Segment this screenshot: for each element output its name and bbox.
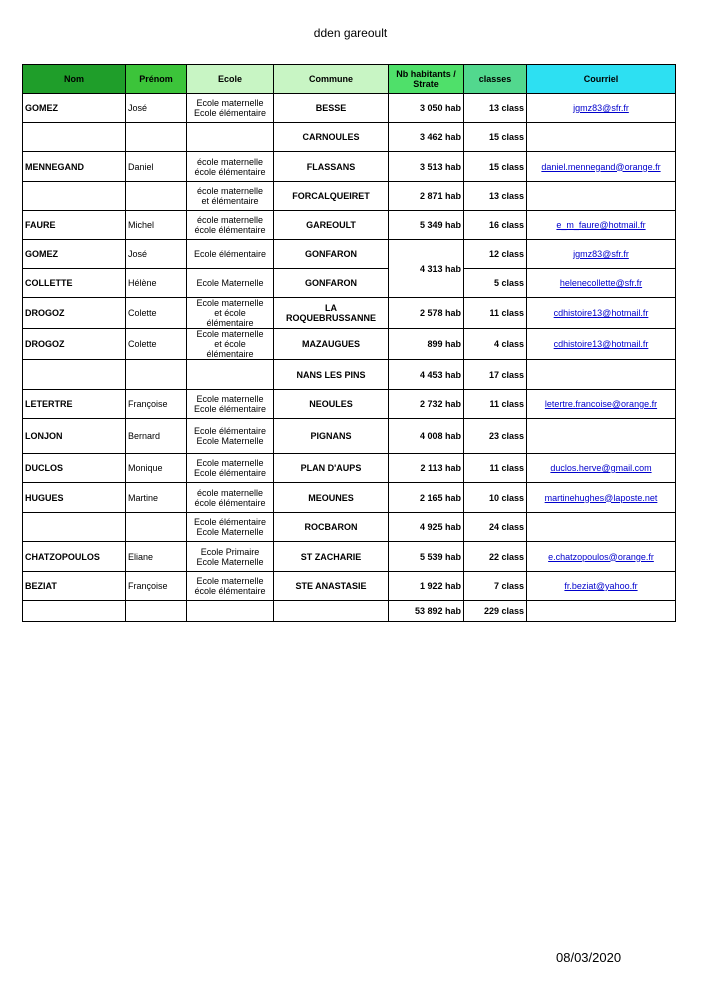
- total-nb-habitants: 53 892 hab: [389, 601, 464, 622]
- nom-cell: [23, 123, 126, 152]
- email-link[interactable]: e.chatzopoulos@orange.fr: [548, 551, 654, 562]
- totals-row: [23, 601, 676, 622]
- nom-cell: MENNEGAND: [23, 152, 126, 182]
- header-classes: classes: [464, 65, 527, 94]
- prenom-cell: Martine: [126, 483, 187, 513]
- commune-cell: CARNOULES: [274, 123, 389, 152]
- header-nom: Nom: [23, 65, 126, 94]
- prenom-cell: Colette: [126, 329, 187, 360]
- nb-habitants-cell: 3 462 hab: [389, 123, 464, 152]
- commune-cell: GONFARON: [274, 269, 389, 298]
- courriel-cell: [527, 572, 676, 601]
- table-row: [23, 542, 676, 572]
- ecole-cell: Ecole élémentaire: [187, 240, 274, 269]
- table-row: [23, 269, 676, 298]
- email-link[interactable]: e_m_faure@hotmail.fr: [556, 220, 646, 230]
- email-link[interactable]: fr.beziat@yahoo.fr: [564, 581, 638, 591]
- commune-cell: MAZAUGUES: [274, 329, 389, 360]
- nom-cell: [23, 513, 126, 542]
- prenom-cell: [126, 182, 187, 211]
- nb-habitants-cell: 3 050 hab: [389, 94, 464, 123]
- empty-cell: [126, 601, 187, 622]
- ecole-cell: école maternelle école élémentaire: [187, 211, 274, 240]
- nom-cell: LETERTRE: [23, 390, 126, 419]
- classes-cell: 11 class: [464, 298, 527, 329]
- prenom-cell: Colette: [126, 298, 187, 329]
- nb-habitants-cell: 4 008 hab: [389, 419, 464, 454]
- empty-cell: [187, 601, 274, 622]
- commune-cell: GONFARON: [274, 240, 389, 269]
- classes-cell: 15 class: [464, 152, 527, 182]
- nom-cell: DROGOZ: [23, 329, 126, 360]
- ecole-cell: école maternelle et élémentaire: [187, 182, 274, 211]
- classes-cell: 12 class: [464, 240, 527, 269]
- email-link[interactable]: cdhistoire13@hotmail.fr: [553, 339, 649, 349]
- header-commune: Commune: [274, 65, 389, 94]
- courriel-cell: [527, 211, 676, 240]
- nb-habitants-cell: 2 165 hab: [389, 483, 464, 513]
- prenom-cell: Bernard: [126, 419, 187, 454]
- nom-cell: [23, 360, 126, 390]
- commune-cell: PLAN D'AUPS: [274, 454, 389, 483]
- courriel-cell: [527, 454, 676, 483]
- prenom-cell: Françoise: [126, 572, 187, 601]
- nom-cell: BEZIAT: [23, 572, 126, 601]
- classes-cell: 13 class: [464, 182, 527, 211]
- classes-cell: 11 class: [464, 390, 527, 419]
- classes-cell: 17 class: [464, 360, 527, 390]
- table-row: [23, 390, 676, 419]
- ecole-cell: Ecole maternelle et école élémentaire: [187, 298, 274, 329]
- courriel-cell: [527, 360, 676, 390]
- email-link[interactable]: martinehughes@laposte.net: [544, 492, 658, 503]
- table-row: [23, 329, 676, 360]
- nb-habitants-cell: 4 453 hab: [389, 360, 464, 390]
- dden-table: [22, 64, 676, 622]
- prenom-cell: [126, 513, 187, 542]
- courriel-cell: [527, 483, 676, 513]
- ecole-cell: [187, 360, 274, 390]
- prenom-cell: [126, 123, 187, 152]
- nom-cell: COLLETTE: [23, 269, 126, 298]
- ecole-cell: Ecole élémentaire Ecole Maternelle: [187, 513, 274, 542]
- table-row: [23, 572, 676, 601]
- prenom-cell: Monique: [126, 454, 187, 483]
- header-prenom: Prénom: [126, 65, 187, 94]
- ecole-cell: école maternelle école élémentaire: [187, 483, 274, 513]
- nom-cell: FAURE: [23, 211, 126, 240]
- email-link[interactable]: duclos.herve@gmail.com: [550, 463, 652, 473]
- classes-cell: 22 class: [464, 542, 527, 572]
- commune-cell: PIGNANS: [274, 419, 389, 454]
- header-row: [23, 65, 676, 94]
- courriel-cell: [527, 123, 676, 152]
- table-row: [23, 211, 676, 240]
- table-row: [23, 360, 676, 390]
- prenom-cell: José: [126, 94, 187, 123]
- table-row: [23, 94, 676, 123]
- prenom-cell: Hélène: [126, 269, 187, 298]
- nom-cell: LONJON: [23, 419, 126, 454]
- empty-cell: [23, 601, 126, 622]
- email-link[interactable]: jgmz83@sfr.fr: [573, 103, 629, 113]
- ecole-cell: école maternelle école élémentaire: [187, 152, 274, 182]
- header-nb-habitants: Nb habitants / Strate: [389, 65, 464, 94]
- table-row: [23, 123, 676, 152]
- email-link[interactable]: helenecollette@sfr.fr: [559, 278, 643, 288]
- commune-cell: LA ROQUEBRUSSANNE: [274, 298, 389, 329]
- nb-habitants-cell: 1 922 hab: [389, 572, 464, 601]
- ecole-cell: Ecole Primaire Ecole Maternelle: [187, 542, 274, 572]
- nom-cell: GOMEZ: [23, 94, 126, 123]
- nom-cell: DROGOZ: [23, 298, 126, 329]
- page-title: dden gareoult: [313, 26, 388, 40]
- ecole-cell: Ecole Maternelle: [187, 269, 274, 298]
- classes-cell: 15 class: [464, 123, 527, 152]
- nb-habitants-cell: 2 578 hab: [389, 298, 464, 329]
- nom-cell: HUGUES: [23, 483, 126, 513]
- nb-habitants-cell: 2 732 hab: [389, 390, 464, 419]
- courriel-cell: [527, 542, 676, 572]
- commune-cell: GAREOULT: [274, 211, 389, 240]
- ecole-cell: [187, 123, 274, 152]
- classes-cell: 24 class: [464, 513, 527, 542]
- table-row: [23, 513, 676, 542]
- classes-cell: 10 class: [464, 483, 527, 513]
- classes-cell: 16 class: [464, 211, 527, 240]
- courriel-cell: [527, 513, 676, 542]
- prenom-cell: Françoise: [126, 390, 187, 419]
- total-classes: 229 class: [464, 601, 527, 622]
- courriel-cell: [527, 182, 676, 211]
- ecole-cell: Ecole maternelle Ecole élémentaire: [187, 390, 274, 419]
- commune-cell: NANS LES PINS: [274, 360, 389, 390]
- empty-cell: [527, 601, 676, 622]
- nb-habitants-cell: 2 871 hab: [389, 182, 464, 211]
- nom-cell: DUCLOS: [23, 454, 126, 483]
- ecole-cell: Ecole maternelle Ecole élémentaire: [187, 94, 274, 123]
- ecole-cell: Ecole élémentaire Ecole Maternelle: [187, 419, 274, 454]
- commune-cell: ST ZACHARIE: [274, 542, 389, 572]
- nom-cell: CHATZOPOULOS: [23, 542, 126, 572]
- table-row: [23, 483, 676, 513]
- nb-habitants-cell: 899 hab: [389, 329, 464, 360]
- nom-cell: GOMEZ: [23, 240, 126, 269]
- commune-cell: FORCALQUEIRET: [274, 182, 389, 211]
- email-link[interactable]: letertre.francoise@orange.fr: [544, 399, 658, 409]
- courriel-cell: [527, 329, 676, 360]
- commune-cell: MEOUNES: [274, 483, 389, 513]
- ecole-cell: Ecole maternelle école élémentaire: [187, 572, 274, 601]
- nb-habitants-cell: 4 313 hab: [389, 240, 464, 298]
- header-ecole: Ecole: [187, 65, 274, 94]
- nb-habitants-cell: 4 925 hab: [389, 513, 464, 542]
- table-row: [23, 454, 676, 483]
- ecole-cell: Ecole maternelle Ecole élémentaire: [187, 454, 274, 483]
- prenom-cell: José: [126, 240, 187, 269]
- email-link[interactable]: cdhistoire13@hotmail.fr: [553, 308, 649, 318]
- courriel-cell: [527, 298, 676, 329]
- classes-cell: 5 class: [464, 269, 527, 298]
- courriel-cell: [527, 94, 676, 123]
- email-link[interactable]: jgmz83@sfr.fr: [573, 249, 629, 259]
- prenom-cell: Michel: [126, 211, 187, 240]
- prenom-cell: Daniel: [126, 152, 187, 182]
- nb-habitants-cell: 5 539 hab: [389, 542, 464, 572]
- courriel-cell: [527, 419, 676, 454]
- ecole-cell: Ecole maternelle et école élémentaire: [187, 329, 274, 360]
- courriel-cell: [527, 240, 676, 269]
- classes-cell: 7 class: [464, 572, 527, 601]
- nb-habitants-cell: 5 349 hab: [389, 211, 464, 240]
- nom-cell: [23, 182, 126, 211]
- courriel-cell: [527, 390, 676, 419]
- commune-cell: NEOULES: [274, 390, 389, 419]
- table-row: [23, 419, 676, 454]
- commune-cell: STE ANASTASIE: [274, 572, 389, 601]
- document-date: 08/03/2020: [556, 950, 622, 965]
- nb-habitants-cell: 3 513 hab: [389, 152, 464, 182]
- empty-cell: [274, 601, 389, 622]
- header-courriel: Courriel: [527, 65, 676, 94]
- commune-cell: FLASSANS: [274, 152, 389, 182]
- commune-cell: BESSE: [274, 94, 389, 123]
- prenom-cell: Eliane: [126, 542, 187, 572]
- courriel-cell: [527, 269, 676, 298]
- table-row: [23, 298, 676, 329]
- nb-habitants-cell: 2 113 hab: [389, 454, 464, 483]
- email-link[interactable]: daniel.mennegand@orange.fr: [541, 161, 661, 172]
- classes-cell: 4 class: [464, 329, 527, 360]
- table-row: [23, 182, 676, 211]
- classes-cell: 11 class: [464, 454, 527, 483]
- commune-cell: ROCBARON: [274, 513, 389, 542]
- classes-cell: 13 class: [464, 94, 527, 123]
- courriel-cell: [527, 152, 676, 182]
- table-row: [23, 240, 676, 269]
- table-row: [23, 152, 676, 182]
- classes-cell: 23 class: [464, 419, 527, 454]
- prenom-cell: [126, 360, 187, 390]
